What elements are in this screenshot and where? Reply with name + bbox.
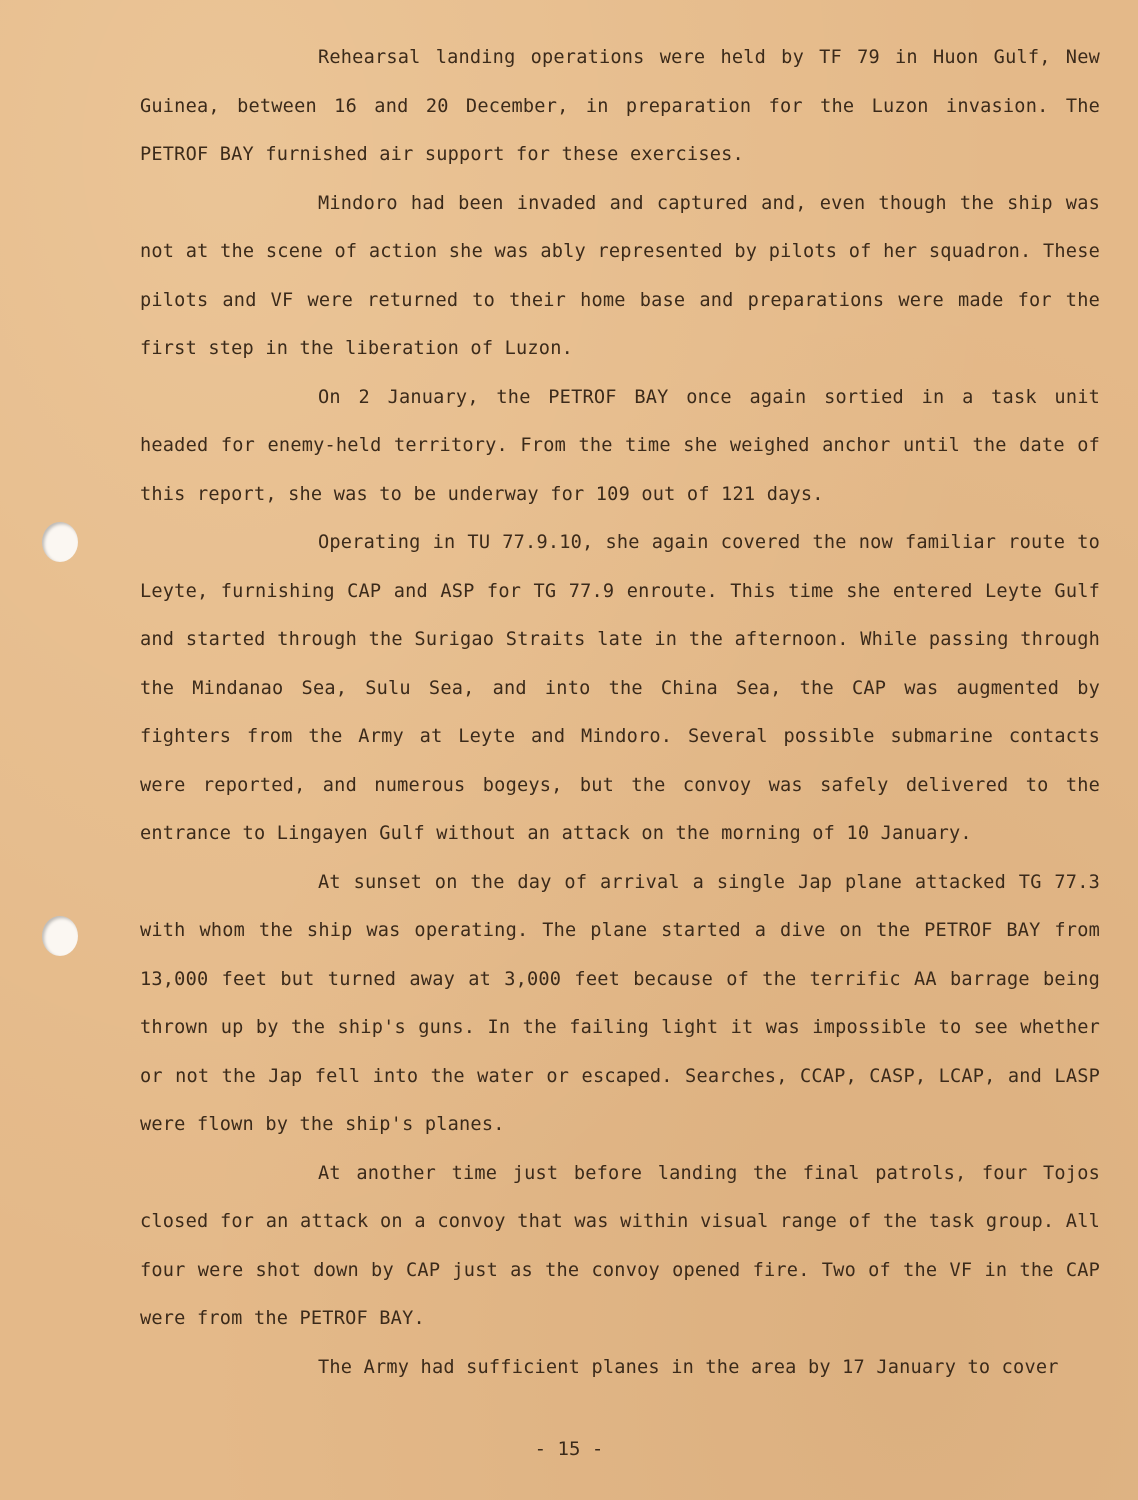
- paragraph-tojos: At another time just before landing the final patrols, four Tojos closed for an attack on a convoy that was within visual range of the task group. All four were shot down by CAP just as the convoy opened fire. Two of the VF in the CAP were from the PETROF BAY.: [140, 1162, 1100, 1329]
- paragraph-rehearsal: Rehearsal landing operations were held by TF 79 in Huon Gulf, New Guinea, between 16 and 20 December, in preparation for the Luzon invasion. The PETROF BAY furnished air support for these exercises.: [140, 47, 1100, 165]
- page-number: - 15 -: [534, 1438, 604, 1460]
- punch-hole: [42, 916, 78, 956]
- paragraph-sunset-attack: At sunset on the day of arrival a single Jap plane attacked TG 77.3 with whom the ship was operating. The plane started a dive on the PETROF BAY from 13,000 feet but turned away at 3,000 feet because of the terrific AA barrage being thrown up by the ship's guns. In the failing light it was impossible to see whether or not the Jap fell into the water or escaped. Searches, CCAP, CASP, LCAP, and LASP were flown by the ship's planes.: [140, 871, 1100, 1135]
- paragraph-january-sortie: On 2 January, the PETROF BAY once again sortied in a task unit headed for enemy-held territory. From the time she weighed anchor until the date of this report, she was to be underway for 109 out of 121 days.: [140, 386, 1100, 505]
- punch-hole: [42, 522, 78, 562]
- paragraph-mindoro: Mindoro had been invaded and captured and, even though the ship was not at the scene of action she was ably represented by pilots of her squadron. These pilots and VF were returned to their home base and preparations were made for the first step in the liberation of Luzon.: [140, 192, 1100, 359]
- paragraph-army: The Army had sufficient planes in the area by 17 January to cover: [318, 1356, 1059, 1378]
- paragraph-operating: Operating in TU 77.9.10, she again covered the now familiar route to Leyte, furnishing CAP and ASP for TG 77.9 enroute. This time she entered Leyte Gulf and started through the Surigao Straits late in the afternoon. While passing through the Mindanao Sea, Sulu Sea, and into the China Sea, the CAP was augmented by fighters from the Army at Leyte and Mindoro. Several possible submarine contacts were reported, and numerous bogeys, but the convoy was safely delivered to the entrance to Lingayen Gulf without an attack on the morning of 10 January.: [140, 532, 1100, 844]
- body-text: [140, 34, 1100, 1392]
